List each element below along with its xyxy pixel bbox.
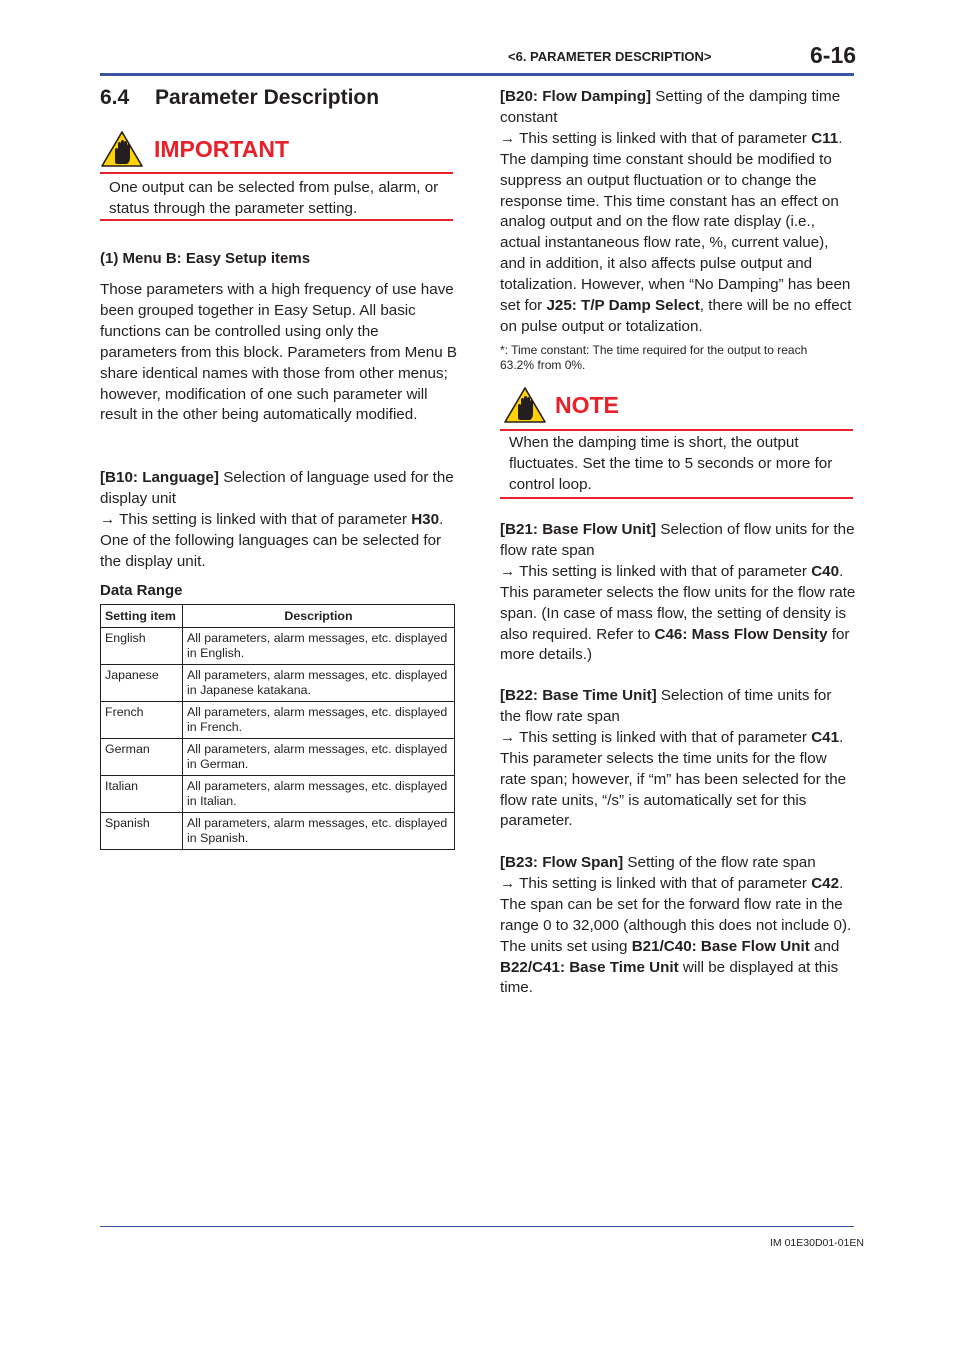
b21-paragraph [500, 520, 856, 666]
b23-label: [B23: Flow Span] [500, 854, 624, 871]
note-top-rule [500, 429, 853, 431]
arrow-glyph: → [500, 562, 516, 580]
b10-paragraph [100, 468, 458, 573]
b23-link-pre: This setting is linked with that of parameter [515, 874, 812, 892]
setting-desc: All parameters, alarm messages, etc. displayed in Italian. [183, 776, 455, 813]
table-row [101, 739, 455, 776]
note-text: When the damping time is short, the output fluctuates. Set the time to 5 seconds or more for control loop. [509, 434, 833, 493]
b21-label: [B21: Base Flow Unit] [500, 521, 657, 538]
hand-warning-icon [101, 131, 143, 167]
b23-ref2: B22/C41: Base Time Unit [500, 958, 679, 976]
b21-link-param: C40 [811, 562, 840, 580]
note-title: NOTE [555, 392, 619, 418]
section-title-text: Parameter Description [155, 86, 380, 109]
footnote-text: *: Time constant: The time required for the output to reach 63.2% from 0%. [500, 343, 808, 372]
setting-desc: All parameters, alarm messages, etc. displayed in Spanish. [183, 813, 455, 850]
b23-body [500, 874, 856, 999]
col-header-item: Setting item [101, 605, 183, 628]
b20-link-param: C11 [811, 129, 839, 147]
table-row [101, 776, 455, 813]
b10-body [100, 510, 458, 573]
b23-body2: and [809, 937, 840, 955]
table-row [101, 813, 455, 850]
important-title: IMPORTANT [154, 136, 290, 162]
arrow-glyph: → [500, 728, 516, 746]
menu-b-heading: (1) Menu B: Easy Setup items [100, 250, 311, 267]
b10-link-param: H30 [411, 510, 440, 528]
important-bottom-rule [100, 219, 453, 221]
b10-link-post: . One of the following languages can be selected for the display unit. [100, 510, 444, 570]
b21-ref: C46: Mass Flow Density [654, 625, 828, 643]
important-top-rule [100, 172, 453, 174]
table-header-row [101, 605, 455, 628]
b20-ref: J25: T/P Damp Select [546, 297, 700, 315]
footer-rule [100, 1226, 854, 1227]
b21-desc: Selection of flow units for the flow rate span [500, 521, 855, 559]
header-rule [100, 73, 854, 76]
hand-warning-icon [504, 387, 546, 423]
b21-body2: for more details.) [500, 625, 850, 664]
b21-body [500, 562, 856, 667]
setting-item: German [101, 739, 183, 776]
setting-desc: All parameters, alarm messages, etc. displayed in German. [183, 739, 455, 776]
b22-desc: Selection of time units for the flow rate span [500, 687, 832, 725]
b20-label: [B20: Flow Damping] [500, 88, 652, 105]
setting-item: Spanish [101, 813, 183, 850]
b20-body2: , there will be no effect on pulse output or totalization. [500, 297, 852, 335]
b22-label: [B22: Base Time Unit] [500, 687, 657, 704]
data-range-heading: Data Range [100, 582, 183, 599]
b23-desc: Setting of the flow rate span [623, 854, 816, 871]
b21-body1: . This parameter selects the flow units for the flow rate span. (In case of mass flow, the setting of density is also required. Refer to [500, 562, 856, 643]
col-header-desc: Description [183, 605, 455, 628]
page-number: 6-16 [810, 42, 857, 68]
b20-body1: . The damping time constant should be modified to suppress an output fluctuation or to change the response time. This time constant has an effect on analog output and on the flow rate display (i.e., actual instantaneous flow rate, %, current value), and in addition, it also affects pulse output and totalization. However, when “No Damping” has been set for [500, 129, 851, 315]
b20-paragraph [500, 87, 856, 338]
important-text: One output can be selected from pulse, alarm, or status through the parameter setting. [109, 179, 439, 217]
b21-title-line [500, 520, 856, 562]
setting-desc: All parameters, alarm messages, etc. displayed in English. [183, 628, 455, 665]
setting-item: Japanese [101, 665, 183, 702]
arrow-glyph: → [500, 874, 516, 892]
b10-desc: Selection of language used for the display unit [100, 469, 454, 507]
setting-item: French [101, 702, 183, 739]
b20-body [500, 129, 856, 338]
arrow-glyph: → [100, 510, 116, 528]
b10-label: [B10: Language] [100, 469, 219, 486]
b21-link-pre: This setting is linked with that of parameter [515, 562, 812, 580]
b20-link-pre: This setting is linked with that of parameter [515, 129, 812, 147]
document-code: IM 01E30D01-01EN [770, 1237, 864, 1249]
b22-body1: . This parameter selects the time units for the flow rate span; however, if “m” has been selected for the flow rate units, “/s” is automatically set for this parameter. [500, 728, 847, 830]
b22-paragraph [500, 686, 856, 832]
note-bottom-rule [500, 497, 853, 499]
b23-body3: will be displayed at this time. [500, 958, 839, 997]
b10-title-line [100, 468, 458, 510]
section-number: 6.4 [100, 86, 130, 109]
data-range-table [100, 604, 455, 850]
table-row [101, 628, 455, 665]
b23-ref1: B21/C40: Base Flow Unit [631, 937, 810, 955]
b10-link-pre: This setting is linked with that of parameter [115, 510, 412, 528]
b22-link-param: C41 [811, 728, 840, 746]
b23-title-line [500, 853, 856, 874]
menu-b-intro: Those parameters with a high frequency of use have been grouped together in Easy Setup. All basic functions can be controlled using only the parameters from this block. Parameters from Menu B share identical names with those from other menus; however, modification of one such parameter will result in the other being automatically modified. [100, 281, 458, 424]
b20-title-line [500, 87, 856, 129]
setting-desc: All parameters, alarm messages, etc. displayed in Japanese katakana. [183, 665, 455, 702]
section-title [100, 86, 379, 110]
b23-paragraph [500, 853, 856, 999]
setting-item: Italian [101, 776, 183, 813]
b22-link-pre: This setting is linked with that of parameter [515, 728, 812, 746]
setting-desc: All parameters, alarm messages, etc. displayed in French. [183, 702, 455, 739]
setting-item: English [101, 628, 183, 665]
running-header: <6. PARAMETER DESCRIPTION> [508, 49, 712, 64]
b23-body1: . The span can be set for the forward flow rate in the range 0 to 32,000 (although this does not include 0). The units set using [500, 874, 852, 955]
b22-body [500, 728, 856, 833]
b23-link-param: C42 [811, 874, 840, 892]
b20-desc: Setting of the damping time constant [500, 88, 841, 126]
b20-footnote [500, 343, 830, 373]
table-row [101, 702, 455, 739]
arrow-glyph: → [500, 129, 516, 147]
b22-title-line [500, 686, 856, 728]
table-row [101, 665, 455, 702]
